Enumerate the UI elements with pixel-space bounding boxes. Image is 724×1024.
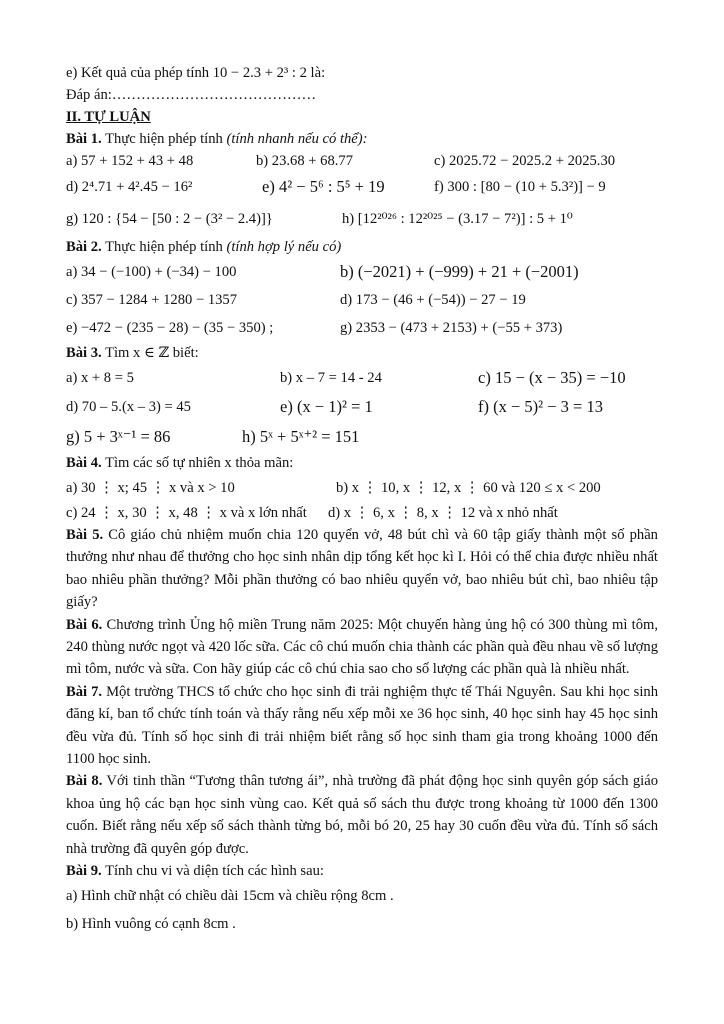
bai8-text: Với tinh thần “Tương thân tương ái”, nhà trường đã phát động học sinh quyên góp sách giáo khoa ủng hộ các bạn học sinh vùng cao. Kết quả số sách thu được trong khoảng từ 1000 đến 1300 cuốn. Biết rằng nếu xếp số sách thành từng bó, mỗi bó 20, 25 hay 30 cuốn đều vừa đủ. Tính số sách nhà trường đã quyên góp được. [66,773,658,857]
result-question: e) Kết quả của phép tính 10 − 2.3 + 2³ : 2 là: [66,65,326,81]
bai7-label: Bài 7. [66,683,103,700]
bai2-label: Bài 2. [66,239,102,255]
bai2-g: g) 2353 − (473 + 2153) + (−55 + 373) [340,320,563,336]
bai3-row1 [66,364,658,392]
bai2-a: a) 34 − (−100) + (−34) − 100 [66,264,237,280]
bai4-title [66,452,658,474]
bai1-label: Bài 1. [66,131,102,147]
bai1-row3 [66,202,658,236]
bai1-e: e) 4² − 5⁶ : 5⁵ + 19 [262,177,385,196]
bai1-g: g) 120 : {54 − [50 : 2 − (3² − 2.4)]} [66,211,273,227]
bai2-b: b) (−2021) + (−999) + 21 + (−2001) [340,262,579,281]
bai1-f: f) 300 : [80 − (10 + 5.3²)] − 9 [434,179,606,195]
bai4-row2 [66,502,658,524]
bai9-text: Tính chu vi và diện tích các hình sau: [101,863,324,880]
bai1-title [66,128,658,150]
bai3-d: d) 70 – 5.(x – 3) = 45 [66,399,191,415]
bai2-row3 [66,314,658,342]
bai1-b: b) 23.68 + 68.77 [256,153,354,169]
bai2-e: e) −472 − (235 − 28) − (35 − 350) ; [66,320,274,336]
bai1-h: h) [12²⁰²⁶ : 12²⁰²⁵ − (3.17 − 7²)] : 5 + 1⁰ [342,211,573,227]
bai6-text: Chương trình Ủng hộ miền Trung năm 2025: Một chuyến hàng ủng hộ có 300 thùng mì tôm, 240 thùng nước ngọt và 420 lốc sữa. Các cô chú muốn chia thành các phần quà đều nhau về số lượng mì tôm, nước và sữa. Con hãy giúp các cô chú chia sao cho số lượng các phần quà là nhiều nhất. [66,616,658,678]
bai3-e: e) (x − 1)² = 1 [280,397,373,416]
bai9-label: Bài 9. [66,863,102,880]
worksheet-page [66,62,658,938]
bai8-label: Bài 8. [66,773,103,790]
bai5-text: Cô giáo chủ nhiệm muốn chia 120 quyển vở, 48 bút chì và 60 tập giấy thành một số phần thưởng như nhau để thưởng cho học sinh nhân dịp tổng kết học kì I. Hỏi có thể chia được nhiều nhất bao nhiêu phần thưởng? Mỗi phần thưởng có bao nhiêu quyển vở, bao nhiêu bút chì, bao nhiêu tập giấy? [66,527,658,611]
bai1-note: (tính nhanh nếu có thể): [226,131,368,147]
bai3-row2 [66,392,658,422]
bai1-row1 [66,150,658,172]
bai3-c: c) 15 − (x − 35) = −10 [478,368,626,387]
bai3-a: a) x + 8 = 5 [66,370,134,386]
bai4-b: b) x ⋮ 10, x ⋮ 12, x ⋮ 60 và 120 ≤ x < 200 [336,480,601,496]
bai2-text: Thực hiện phép tính [101,239,227,255]
bai2-c: c) 357 − 1284 + 1280 − 1357 [66,292,238,308]
bai3-g: g) 5 + 3ˣ⁻¹ = 86 [66,427,171,446]
bai4-a: a) 30 ⋮ x; 45 ⋮ x và x > 10 [66,480,235,496]
section-heading: II. TỰ LUẬN [66,109,151,125]
bai2-row2 [66,286,658,314]
bai3-f: f) (x − 5)² − 3 = 13 [478,397,603,416]
bai4-row1 [66,474,658,502]
bai3-b: b) x – 7 = 14 - 24 [280,370,382,386]
bai2-title [66,236,658,258]
bai8-paragraph [66,770,658,860]
bai5-label: Bài 5. [66,527,104,543]
bai1-a: a) 57 + 152 + 43 + 48 [66,153,194,169]
bai3-label: Bài 3. [66,345,102,361]
bai6-label: Bài 6. [66,616,103,633]
bai4-c: c) 24 ⋮ x, 30 ⋮ x, 48 ⋮ x và x lớn nhất [66,505,307,521]
bai9-title [66,860,658,882]
bai1-row2 [66,172,658,202]
answer-line: Đáp án:…………………………………… [66,87,317,103]
bai2-d: d) 173 − (46 + (−54)) − 27 − 19 [340,292,526,308]
bai5-paragraph [66,524,658,614]
bai9-a: a) Hình chữ nhật có chiều dài 15cm và chiều rộng 8cm . [66,888,394,905]
bai1-text: Thực hiện phép tính [101,131,227,147]
bai3-title [66,342,658,364]
bai1-d: d) 2⁴.71 + 4².45 − 16² [66,179,193,195]
bai1-c: c) 2025.72 − 2025.2 + 2025.30 [434,153,616,169]
bai2-note: (tính hợp lý nếu có) [226,239,342,255]
bai4-d: d) x ⋮ 6, x ⋮ 8, x ⋮ 12 và x nhỏ nhất [328,505,558,521]
bai2-row1 [66,258,658,286]
bai4-text: Tìm các số tự nhiên x thỏa mãn: [101,455,294,471]
bai9-b: b) Hình vuông có cạnh 8cm . [66,916,236,933]
bai4-label: Bài 4. [66,455,102,471]
bai7-text: Một trường THCS tổ chức cho học sinh đi trải nghiệm thực tế Thái Nguyên. Sau khi học sinh đăng kí, ban tổ chức tính toán và thấy rằng nếu xếp mỗi xe 36 học sinh, 40 học sinh hay 45 học sinh đều vừa đủ. Tính số học sinh đi trải nhiệm biết rằng số học sinh tham gia trong khoảng 1000 đến 1100 học sinh. [66,683,659,768]
bai3-h: h) 5ˣ + 5ˣ⁺² = 151 [242,427,360,446]
bai3-row3 [66,422,658,452]
bai3-text: Tìm x ∈ ℤ biết: [101,345,199,361]
bai7-paragraph [66,681,658,771]
bai6-paragraph [66,614,658,681]
